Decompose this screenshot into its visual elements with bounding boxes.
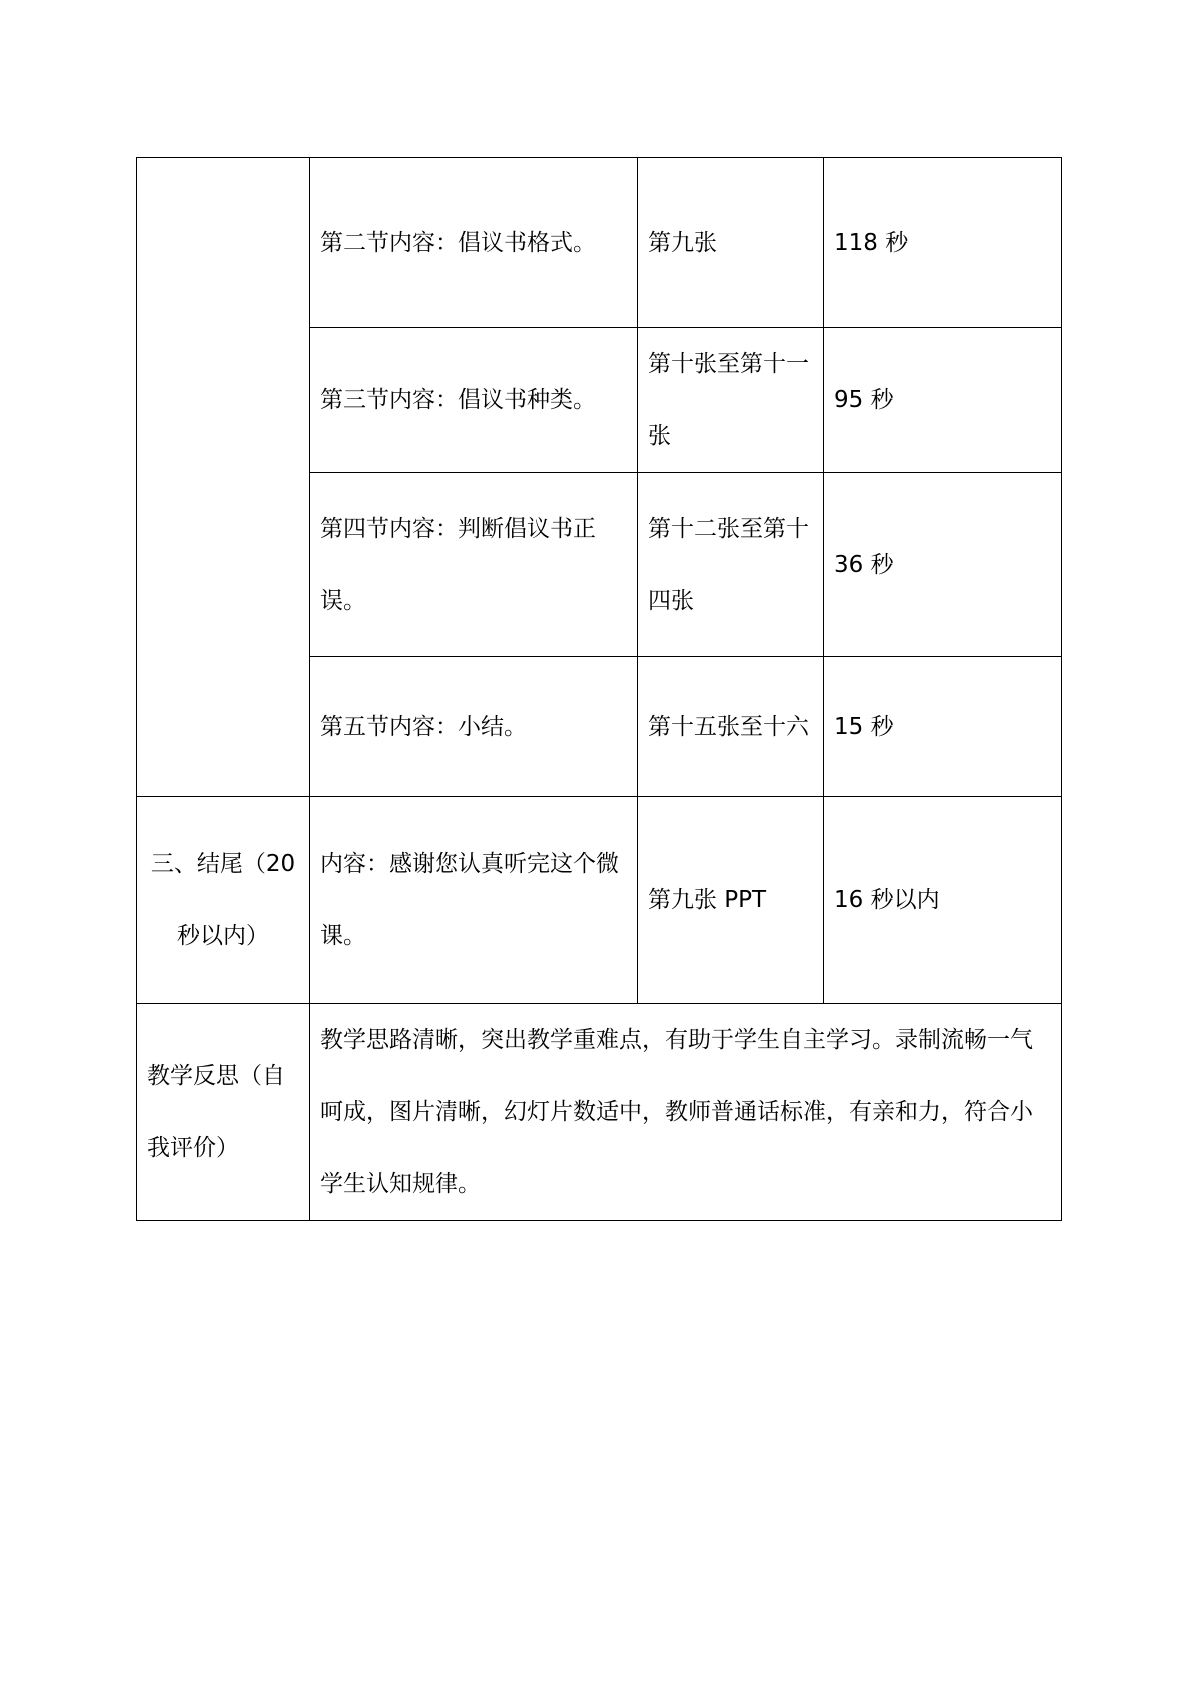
- slides-cell: 第十张至第十一张: [638, 328, 824, 473]
- content-cell: 第五节内容：小结。: [310, 657, 638, 797]
- reflection-label: 教学反思（自我评价）: [137, 1004, 310, 1221]
- table-row: [137, 158, 1062, 328]
- time-cell: 15 秒: [824, 657, 1062, 797]
- time-cell: 95 秒: [824, 328, 1062, 473]
- stage-cell-empty: [137, 158, 310, 797]
- content-cell: 内容：感谢您认真听完这个微课。: [310, 797, 638, 1004]
- slides-cell: 第九张: [638, 158, 824, 328]
- content-cell: 第三节内容：倡议书种类。: [310, 328, 638, 473]
- stage-cell: 三、结尾（20 秒以内）: [137, 797, 310, 1004]
- slides-cell: 第九张 PPT: [638, 797, 824, 1004]
- ending-row: [137, 797, 1062, 1004]
- time-cell: 16 秒以内: [824, 797, 1062, 1004]
- slides-cell: 第十二张至第十四张: [638, 473, 824, 657]
- lesson-plan-table: [136, 157, 1062, 1221]
- time-cell: 118 秒: [824, 158, 1062, 328]
- slides-cell: 第十五张至十六: [638, 657, 824, 797]
- content-cell: 第四节内容：判断倡议书正误。: [310, 473, 638, 657]
- reflection-text: 教学思路清晰，突出教学重难点，有助于学生自主学习。录制流畅一气呵成，图片清晰，幻灯片数适中，教师普通话标准，有亲和力，符合小学生认知规律。: [310, 1004, 1062, 1221]
- time-cell: 36 秒: [824, 473, 1062, 657]
- content-cell: 第二节内容：倡议书格式。: [310, 158, 638, 328]
- reflection-row: [137, 1004, 1062, 1221]
